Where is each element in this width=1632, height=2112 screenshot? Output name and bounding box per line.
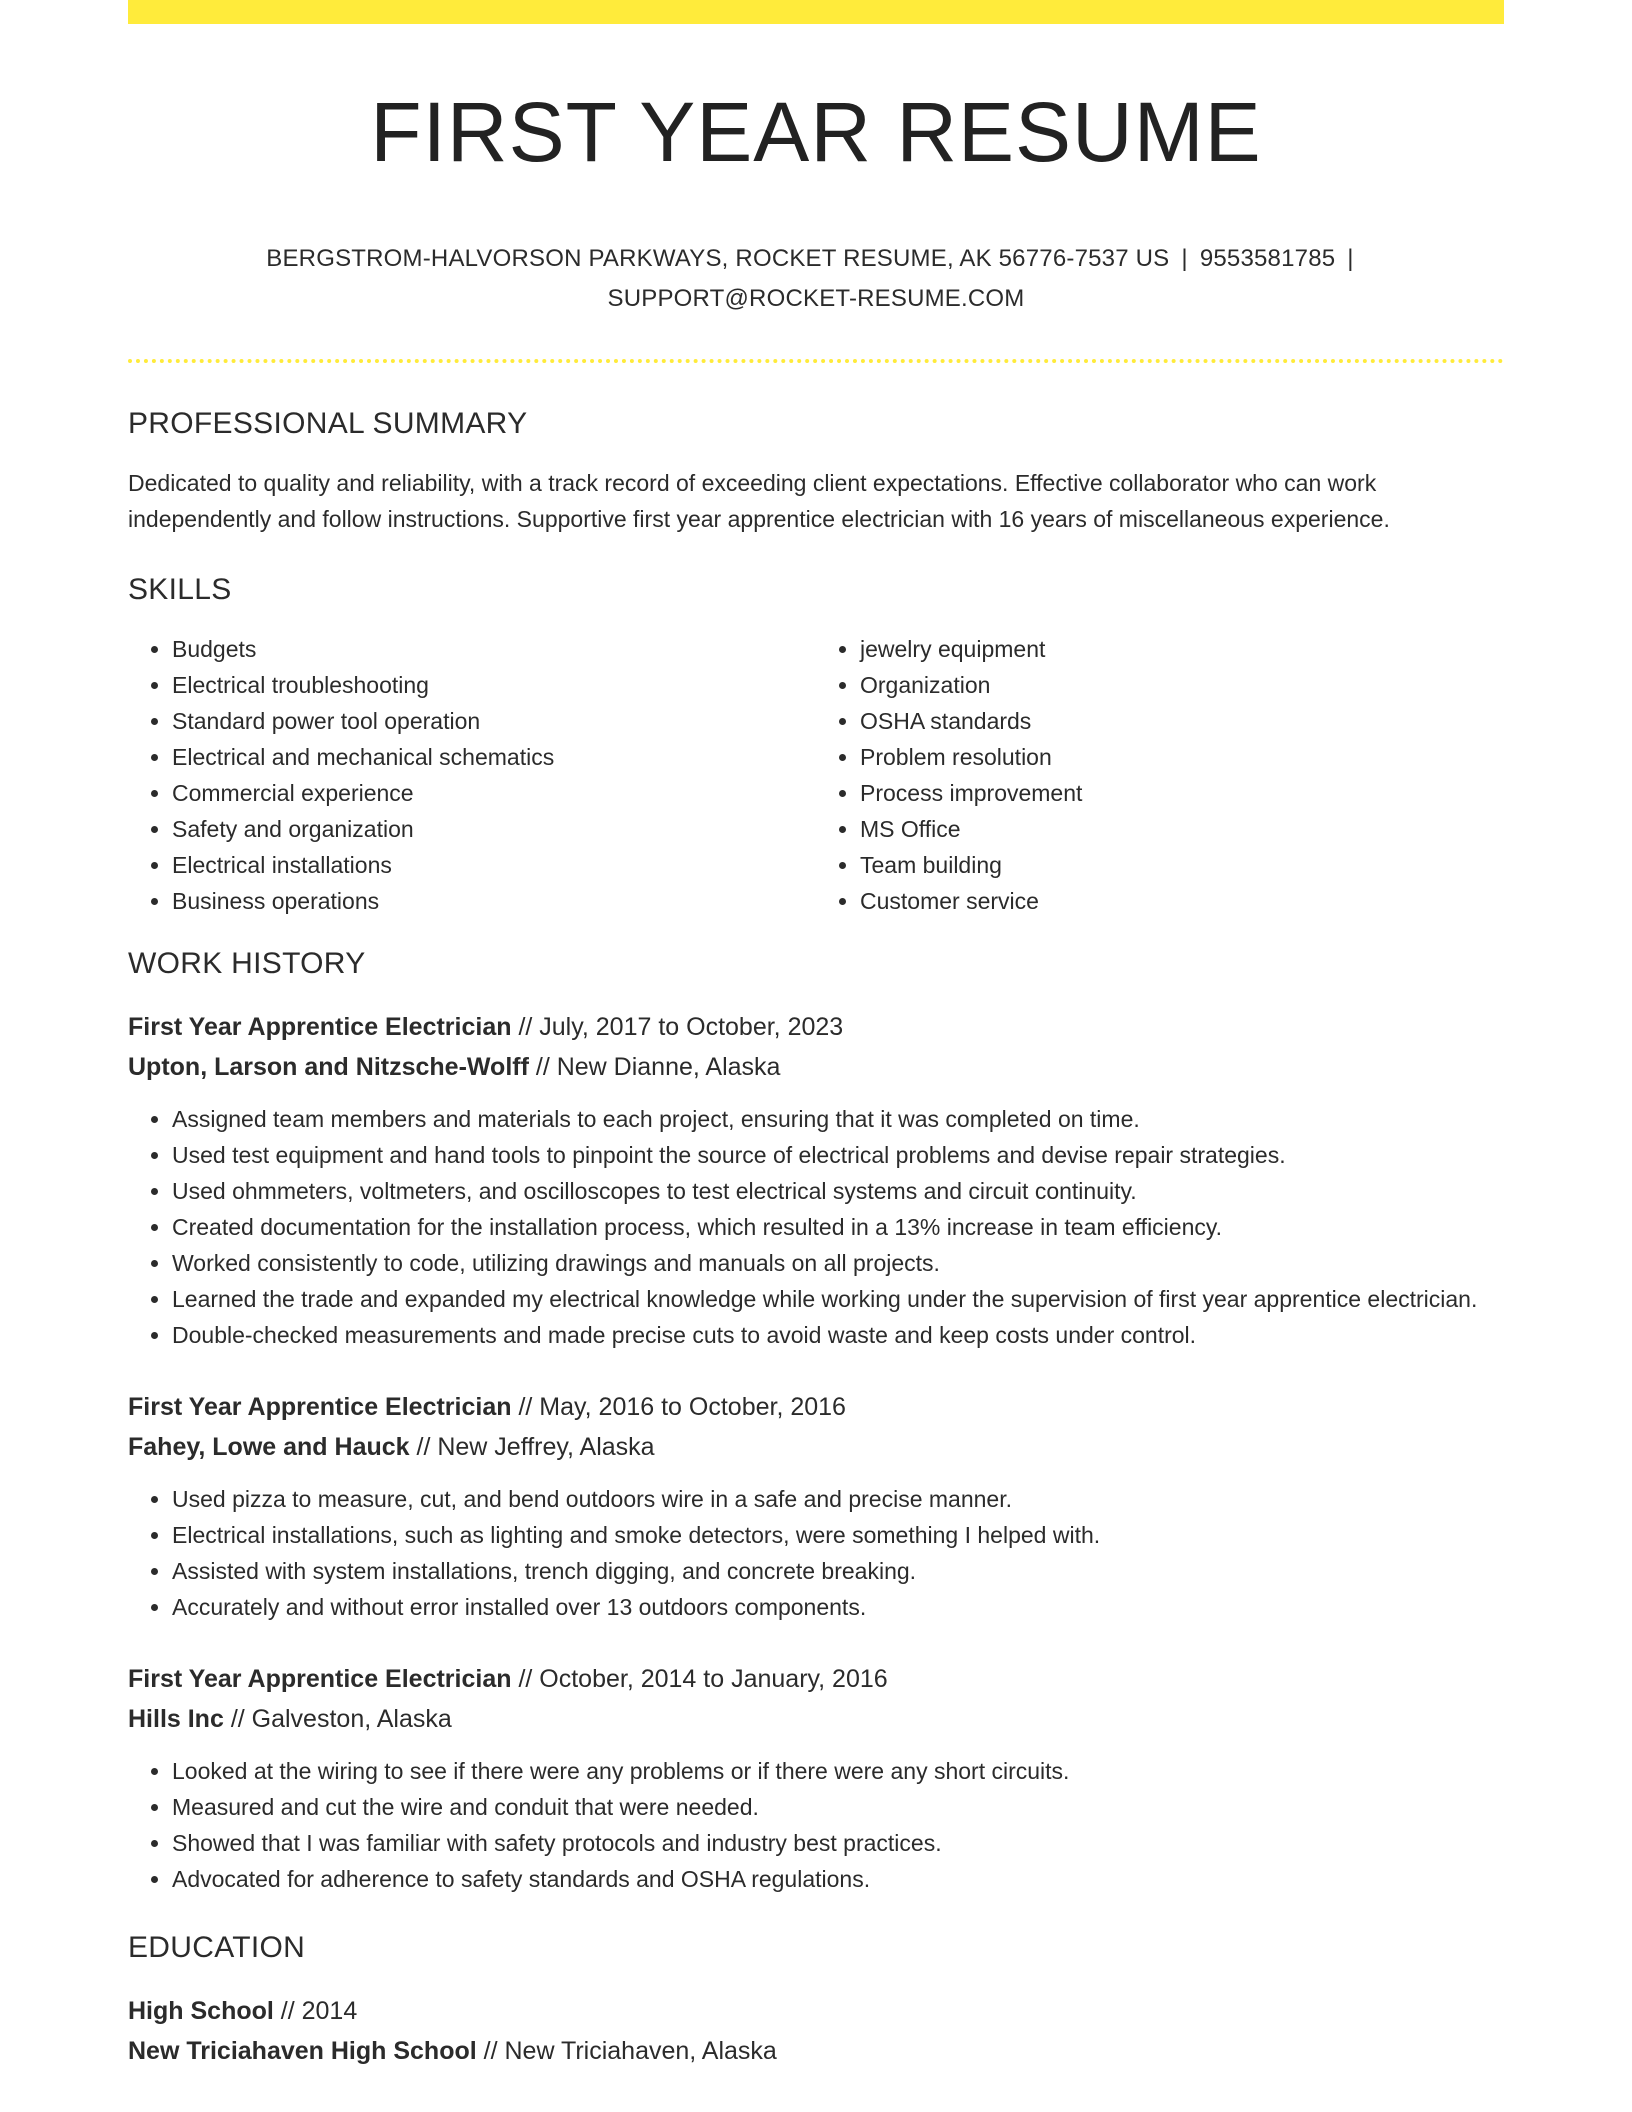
contact-separator: | [1347, 244, 1354, 272]
education-school-line [128, 2031, 1504, 2071]
resume-page [128, 0, 1504, 2071]
education-entry [128, 1991, 1504, 2071]
job-dates: // May, 2016 to October, 2016 [511, 1392, 846, 1421]
job-company: Fahey, Lowe and Hauck [128, 1432, 410, 1461]
job-entry [128, 1387, 1504, 1625]
contact-info [128, 239, 1504, 319]
job-company: Hills Inc [128, 1704, 224, 1733]
skill-item: • Business operations [172, 883, 816, 919]
job-bullet: • Created documentation for the installation process, which resulted in a 13% increase in team efficiency. [172, 1209, 1504, 1245]
resume-title: FIRST YEAR RESUME [370, 85, 1262, 179]
job-role: First Year Apprentice Electrician [128, 1392, 512, 1421]
job-company-line [128, 1047, 1504, 1087]
skill-item: • Commercial experience [172, 775, 816, 811]
skill-item: • MS Office [860, 811, 1504, 847]
skill-item: • Process improvement [860, 775, 1504, 811]
job-bullet: • Electrical installations, such as lighting and smoke detectors, were something I helped with. [172, 1517, 1504, 1553]
job-bullet: • Learned the trade and expanded my electrical knowledge while working under the supervision of first year apprentice electrician. [172, 1281, 1504, 1317]
skill-item: • OSHA standards [860, 703, 1504, 739]
skills-heading: SKILLS [128, 572, 232, 606]
dotted-divider [128, 359, 1504, 363]
contact-phone: 9553581785 [1199, 244, 1336, 272]
summary-text: Dedicated to quality and reliability, with a track record of exceeding client expectations. Effective collaborator who can work independently and follow instructions. Supportive first year apprentice electrician with 16 years of miscellaneous experience. [128, 469, 1390, 532]
job-entry [128, 1659, 1504, 1897]
skills-grid [128, 631, 1504, 919]
skill-item: • Electrical installations [172, 847, 816, 883]
skill-item: • Budgets [172, 631, 816, 667]
job-bullet: • Worked consistently to code, utilizing drawings and manuals on all projects. [172, 1245, 1504, 1281]
job-bullet: • Used test equipment and hand tools to pinpoint the source of electrical problems and devise repair strategies. [172, 1137, 1504, 1173]
job-bullet: • Accurately and without error installed over 13 outdoors components. [172, 1589, 1504, 1625]
job-bullets [128, 1481, 1504, 1625]
work-history-heading: WORK HISTORY [128, 946, 366, 980]
skill-item: • Problem resolution [860, 739, 1504, 775]
job-location: // New Jeffrey, Alaska [409, 1432, 655, 1461]
job-entry [128, 1007, 1504, 1353]
job-location: // New Dianne, Alaska [528, 1052, 781, 1081]
job-title-line [128, 1659, 1504, 1699]
job-bullet: • Double-checked measurements and made precise cuts to avoid waste and keep costs under control. [172, 1317, 1504, 1353]
job-bullet: • Measured and cut the wire and conduit that were needed. [172, 1789, 1504, 1825]
skills-left-column [128, 631, 816, 919]
skill-item: • Standard power tool operation [172, 703, 816, 739]
summary-heading: PROFESSIONAL SUMMARY [128, 406, 528, 440]
skill-item: • jewelry equipment [860, 631, 1504, 667]
contact-separator: | [1181, 244, 1188, 272]
job-company-line [128, 1699, 1504, 1739]
contact-address: BERGSTROM-HALVORSON PARKWAYS, ROCKET RESUME, AK 56776-7537 US [266, 244, 1170, 272]
job-bullet: • Used ohmmeters, voltmeters, and oscilloscopes to test electrical systems and circuit continuity. [172, 1173, 1504, 1209]
job-title-line [128, 1007, 1504, 1047]
job-location: // Galveston, Alaska [223, 1704, 452, 1733]
job-dates: // July, 2017 to October, 2023 [511, 1012, 844, 1041]
education-degree: High School [128, 1996, 274, 2025]
job-bullet: • Advocated for adherence to safety standards and OSHA regulations. [172, 1861, 1504, 1897]
job-bullets [128, 1753, 1504, 1897]
contact-email: SUPPORT@ROCKET-RESUME.COM [607, 284, 1025, 312]
job-bullet: • Used pizza to measure, cut, and bend outdoors wire in a safe and precise manner. [172, 1481, 1504, 1517]
education-degree-line [128, 1991, 1504, 2031]
education-school: New Triciahaven High School [128, 2036, 477, 2065]
skill-item: • Customer service [860, 883, 1504, 919]
job-bullets [128, 1101, 1504, 1353]
education-year: // 2014 [273, 1996, 358, 2025]
job-bullet: • Looked at the wiring to see if there were any problems or if there were any short circuits. [172, 1753, 1504, 1789]
skill-item: • Electrical troubleshooting [172, 667, 816, 703]
top-accent-bar [128, 0, 1504, 24]
job-title-line [128, 1387, 1504, 1427]
education-heading: EDUCATION [128, 1930, 306, 1964]
job-role: First Year Apprentice Electrician [128, 1664, 512, 1693]
job-role: First Year Apprentice Electrician [128, 1012, 512, 1041]
education-location: // New Triciahaven, Alaska [476, 2036, 777, 2065]
job-company: Upton, Larson and Nitzsche-Wolff [128, 1052, 529, 1081]
skill-item: • Electrical and mechanical schematics [172, 739, 816, 775]
job-company-line [128, 1427, 1504, 1467]
job-bullet: • Assigned team members and materials to each project, ensuring that it was completed on time. [172, 1101, 1504, 1137]
skill-item: • Team building [860, 847, 1504, 883]
skills-right-column [816, 631, 1504, 919]
job-dates: // October, 2014 to January, 2016 [511, 1664, 888, 1693]
skill-item: • Organization [860, 667, 1504, 703]
job-bullet: • Assisted with system installations, trench digging, and concrete breaking. [172, 1553, 1504, 1589]
skill-item: • Safety and organization [172, 811, 816, 847]
job-bullet: • Showed that I was familiar with safety protocols and industry best practices. [172, 1825, 1504, 1861]
